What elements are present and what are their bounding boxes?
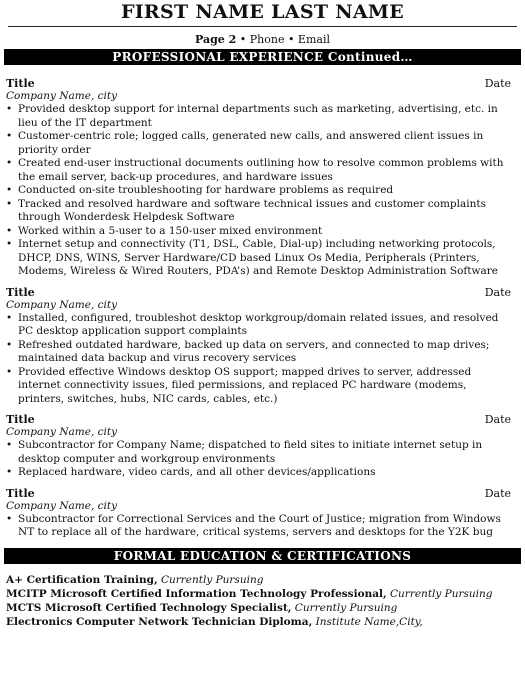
job-company: Company Name, city (6, 298, 118, 311)
job-entry (6, 286, 511, 407)
education-section-heading: FORMAL EDUCATION & CERTIFICATIONS (4, 548, 521, 564)
candidate-name: FIRST NAME LAST NAME (120, 1, 405, 23)
job-bullet: • Subcontractor for Company Name; dispatched to field sites to initiate internet setup in desktop computer and workgroup environments (6, 439, 483, 465)
credential-status: Currently Pursuing (386, 587, 493, 600)
contact-details: • Phone • Email (236, 33, 330, 46)
bullet-icon: • (6, 439, 13, 451)
bullet-icon: • (6, 197, 13, 210)
job-header (6, 77, 511, 90)
job-company: Company Name, city (6, 499, 118, 512)
education-item (6, 573, 519, 587)
job-title: Title (6, 77, 35, 90)
job-bullet: • Worked within a 5-user to a 150-user mixed environment (6, 224, 323, 237)
credential-status: Institute Name,City, (312, 615, 423, 628)
education-list (0, 564, 525, 629)
bullet-icon: • (6, 238, 13, 250)
job-bullet: • Tracked and resolved hardware and software technical issues and customer complaints through Wonderdesk Helpdesk Software (6, 197, 486, 223)
job-bullets (6, 439, 511, 480)
job-date: Date (484, 413, 511, 426)
job-company: Company Name, city (6, 90, 118, 102)
bullet-icon: • (6, 103, 13, 115)
job-title: Title (6, 413, 35, 426)
credential-status: Currently Pursuing (291, 601, 398, 614)
job-company: Company Name, city (6, 426, 118, 438)
job-title: Title (6, 285, 35, 299)
credential-name: A+ Certification Training, (6, 573, 158, 586)
job-bullet: • Replaced hardware, video cards, and all other devices/applications (6, 466, 376, 478)
job-bullets (6, 513, 511, 540)
bullet-icon: • (6, 130, 13, 142)
header-divider (8, 26, 517, 27)
page-number: Page 2 (194, 33, 237, 46)
bullet-icon: • (6, 512, 13, 525)
job-entry (6, 487, 511, 540)
job-date: Date (484, 486, 511, 500)
bullet-icon: • (6, 338, 13, 351)
job-bullet: • Installed, configured, troubleshot desktop workgroup/domain related issues, and resolved PC desktop application support complaints (6, 311, 499, 337)
contact-line (0, 33, 525, 47)
job-bullet: • Created end-user instructional documents outlining how to resolve common problems with the email server, back-up procedures, and hardware issues (6, 157, 504, 183)
job-bullet: • Provided effective Windows desktop OS support; mapped drives to server, addressed internet connectivity issues, filed permissions, and replaced PC hardware (modems, printers, switches, hubs, NIC cards, cables, etc.) (6, 365, 472, 405)
job-bullet: • Subcontractor for Correctional Services and the Court of Justice; migration from Windows NT to replace all of the hardware, critical systems, servers and desktops for the Y2K bug (6, 512, 501, 538)
bullet-icon: • (6, 466, 13, 478)
bullet-icon: • (6, 365, 13, 378)
job-bullet: • Internet setup and connectivity (T1, DSL, Cable, Dial-up) including networking protocols, DHCP, DNS, WINS, Server Hardware/CD based Linux Os Media, Peripherals (Printers, Modems, Wireless & Wired Routers, PDA’s) and Remote Desktop Administration Software (6, 238, 499, 277)
job-entry (6, 77, 511, 279)
credential-name: MCITP Microsoft Certified Information Technology Professional, (6, 587, 387, 600)
bullet-icon: • (6, 224, 13, 237)
job-bullet: • Conducted on-site troubleshooting for hardware problems as required (6, 184, 394, 196)
credential-name: Electronics Computer Network Technician Diploma, (6, 615, 313, 628)
credential-status: Currently Pursuing (157, 573, 264, 586)
experience-list (0, 77, 525, 540)
bullet-icon: • (6, 311, 13, 324)
experience-section-heading: PROFESSIONAL EXPERIENCE Continued… (4, 49, 521, 65)
bullet-icon: • (6, 157, 13, 169)
job-header (6, 487, 511, 500)
education-item (6, 615, 519, 629)
job-header (6, 286, 511, 299)
job-bullet: • Provided desktop support for internal departments such as marketing, advertising, etc. in lieu of the IT department (6, 103, 498, 129)
job-bullet: • Customer-centric role; logged calls, generated new calls, and answered client issues in priority order (6, 130, 484, 156)
job-entry (6, 413, 511, 480)
bullet-icon: • (6, 184, 13, 196)
job-bullets (6, 103, 511, 279)
credential-name: MCTS Microsoft Certified Technology Specialist, (6, 601, 292, 614)
job-header (6, 413, 511, 426)
job-date: Date (484, 285, 511, 299)
education-item (6, 601, 519, 615)
job-bullets (6, 312, 511, 407)
education-item (6, 587, 519, 601)
job-date: Date (484, 77, 511, 90)
job-bullet: • Refreshed outdated hardware, backed up data on servers, and connected to map drives; maintained data backup and virus recovery services (6, 338, 490, 364)
job-title: Title (6, 486, 35, 500)
